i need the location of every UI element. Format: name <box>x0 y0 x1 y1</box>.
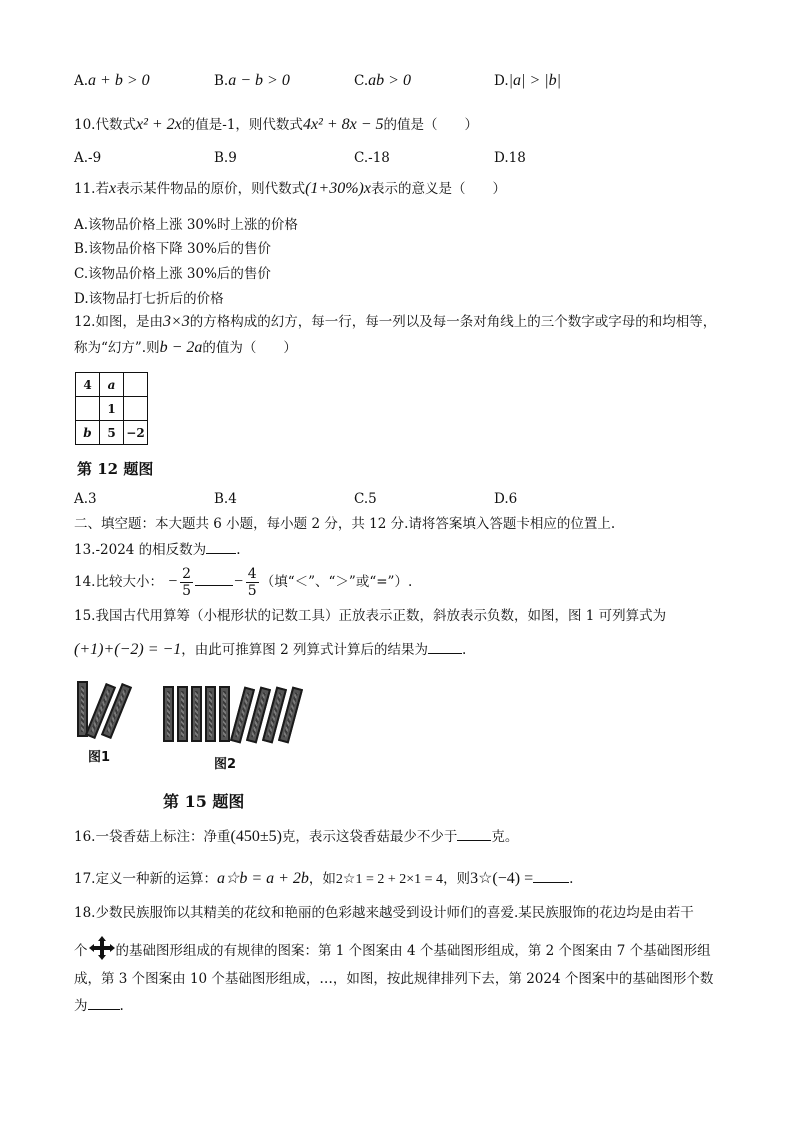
grid-cell <box>124 373 148 397</box>
q15-text: ，由此可推算图 2 列算式计算后的结果为 <box>181 642 428 658</box>
q16-middle: 克，表示这袋香菇最少不少于 <box>281 829 458 845</box>
grid-cell <box>124 397 148 421</box>
q16-suffix: 克。 <box>491 829 519 845</box>
numerator: 4 <box>247 566 257 582</box>
q15-end: . <box>461 642 467 658</box>
q12-option-b: B.4 <box>214 491 237 507</box>
denominator: 5 <box>247 583 257 599</box>
option-label: C. <box>354 73 369 89</box>
figure-2-label: 图2 <box>214 757 237 772</box>
magic-square-grid <box>75 372 148 445</box>
q11-option-d: D.该物品打七折后的价格 <box>74 291 224 307</box>
q12-expression: b − 2a <box>159 339 203 356</box>
q18-end: . <box>119 998 124 1014</box>
option-expression: a − b > 0 <box>228 72 290 89</box>
q17-definition: a☆b = a + 2b <box>216 870 309 887</box>
option-label: D. <box>494 73 509 89</box>
answer-blank[interactable] <box>428 639 462 654</box>
answer-blank[interactable] <box>195 563 233 586</box>
q14-prefix: 14.比较大小： <box>74 574 163 590</box>
q18-line4-prefix: 为 <box>74 998 88 1014</box>
denominator: 5 <box>182 583 191 599</box>
q15-figure-caption: 第 15 题图 <box>163 792 245 811</box>
q17-prefix: 17.定义一种新的运算： <box>74 871 217 887</box>
question-14 <box>74 562 412 602</box>
question-15-line-1: 15.我国古代用算筹（小棍形状的记数工具）正放表示正数，斜放表示负数，如图，图 1 可列算式为 <box>74 608 667 624</box>
q17-middle: ，如 <box>308 871 336 887</box>
q12-text: 的方格构成的幻方，每一行，每一列以及每一条对角线上的三个数字或字母的和均相等， <box>189 314 717 330</box>
q17-question: 3☆(−4) = <box>470 870 534 887</box>
q11-middle: 表示某件物品的原价，则代数式 <box>116 181 306 197</box>
q12-prefix: 12.如图，是由 <box>74 314 163 330</box>
fraction-1 <box>180 566 193 599</box>
upright-rod <box>163 686 174 742</box>
q9-option-a <box>74 72 150 90</box>
q12-option-d: D.6 <box>494 491 518 507</box>
upright-rod <box>205 686 216 742</box>
question-18-line-2 <box>74 942 711 960</box>
q17-example: 2☆1 = 2 + 2×1 = 4 <box>335 872 444 887</box>
upright-rod <box>219 686 230 742</box>
q15-expression: (+1)+(−2) = −1 <box>74 641 182 658</box>
grid-cell: a <box>100 373 124 397</box>
question-10 <box>74 116 478 134</box>
answer-blank[interactable] <box>88 995 120 1010</box>
q13-end: . <box>236 542 241 558</box>
q11-option-c: C.该物品价格上涨 30%后的售价 <box>74 266 271 282</box>
q17-middle-2: ，则 <box>443 871 471 887</box>
q12-option-c: C.5 <box>354 491 377 507</box>
option-label: A. <box>74 73 89 89</box>
q14-suffix: （填“＜”、“＞”或“=”）. <box>260 574 413 590</box>
question-13 <box>74 539 240 559</box>
section-2-heading: 二、填空题：本大题共 6 小题，每小题 2 分，共 12 分.请将答案填入答题卡相应的位置上. <box>74 516 616 532</box>
grid-cell <box>76 397 100 421</box>
q10-option-d: D.18 <box>494 150 526 166</box>
fraction-2 <box>246 566 259 599</box>
grid-cell: 4 <box>76 373 100 397</box>
q10-middle: 的值是-1，则代数式 <box>181 117 303 133</box>
q12-figure-caption: 第 12 题图 <box>77 460 154 478</box>
q10-option-b: B.9 <box>214 150 237 166</box>
grid-cell: 1 <box>100 397 124 421</box>
question-16 <box>74 826 518 846</box>
q10-expression-2: 4x² + 8x − 5 <box>302 116 384 133</box>
question-12-line-2 <box>74 339 297 357</box>
grid-cell: b <box>76 421 100 445</box>
option-expression: ab > 0 <box>368 72 411 89</box>
figure-1-label: 图1 <box>88 750 111 765</box>
grid-row <box>76 373 148 397</box>
q16-expression: (450±5) <box>230 828 282 845</box>
answer-blank[interactable] <box>206 539 236 554</box>
grid-cell: 5 <box>100 421 124 445</box>
q12-line2-prefix: 称为“幻方”.则 <box>74 340 160 356</box>
numerator: 2 <box>182 566 191 582</box>
q10-suffix: 的值是（ ） <box>383 117 479 133</box>
q9-option-d <box>494 72 561 90</box>
option-expression: a + b > 0 <box>88 72 150 89</box>
q11-expression: (1+30%)x <box>305 180 371 197</box>
q14-sign-1: − <box>167 573 179 590</box>
upright-rod <box>177 686 188 742</box>
grid-row <box>76 421 148 445</box>
q18-prefix: 个 <box>74 943 88 959</box>
q18-text: 的基础图形组成的有规律的图案：第 1 个图案由 4 个基础图形组成，第 2 个图案由 7 个基础图形组 <box>115 943 711 959</box>
q11-prefix: 11.若 <box>74 181 109 197</box>
q9-option-c <box>354 72 411 90</box>
cross-motif-icon <box>89 936 115 960</box>
question-15-line-2 <box>74 639 466 659</box>
q11-option-a: A.该物品价格上涨 30%时上涨的价格 <box>74 217 298 233</box>
question-17 <box>74 868 573 889</box>
q13-text: 13.-2024 的相反数为 <box>74 542 207 558</box>
answer-blank[interactable] <box>533 868 569 883</box>
q12-grid-size: 3×3 <box>162 313 190 330</box>
question-11 <box>74 180 506 198</box>
question-18-line-3: 成，第 3 个图案由 10 个基础图形组成，…，如图，按此规律排列下去，第 2024 个图案中的基础图形个数 <box>74 971 714 987</box>
q10-option-c: C.-18 <box>354 150 390 166</box>
q10-prefix: 10.代数式 <box>74 117 136 133</box>
option-label: B. <box>214 73 229 89</box>
question-12-line-1 <box>74 313 716 331</box>
q10-expression-1: x² + 2x <box>135 116 182 133</box>
grid-cell: −2 <box>124 421 148 445</box>
question-18-line-1: 18.少数民族服饰以其精美的花纹和艳丽的色彩越来越受到设计师们的喜爱.某民族服饰的花边均是由若干 <box>74 905 694 921</box>
option-expression: |a| > |b| <box>508 72 562 89</box>
q9-option-b <box>214 72 290 90</box>
q14-sign-2: − <box>233 573 244 590</box>
q10-option-a: A.-9 <box>74 150 102 166</box>
q12-option-a: A.3 <box>74 491 97 507</box>
question-18-line-4 <box>74 995 124 1015</box>
grid-row <box>76 397 148 421</box>
q17-end: . <box>569 871 574 887</box>
q16-prefix: 16.一袋香菇上标注：净重 <box>74 829 231 845</box>
q11-option-b: B.该物品价格下降 30%后的售价 <box>74 241 272 257</box>
q12-line2-suffix: 的值为（ ） <box>202 340 297 356</box>
q11-variable: x <box>108 180 117 197</box>
upright-rod <box>191 686 202 742</box>
answer-blank[interactable] <box>457 826 491 841</box>
q11-suffix: 表示的意义是（ ） <box>370 181 506 197</box>
